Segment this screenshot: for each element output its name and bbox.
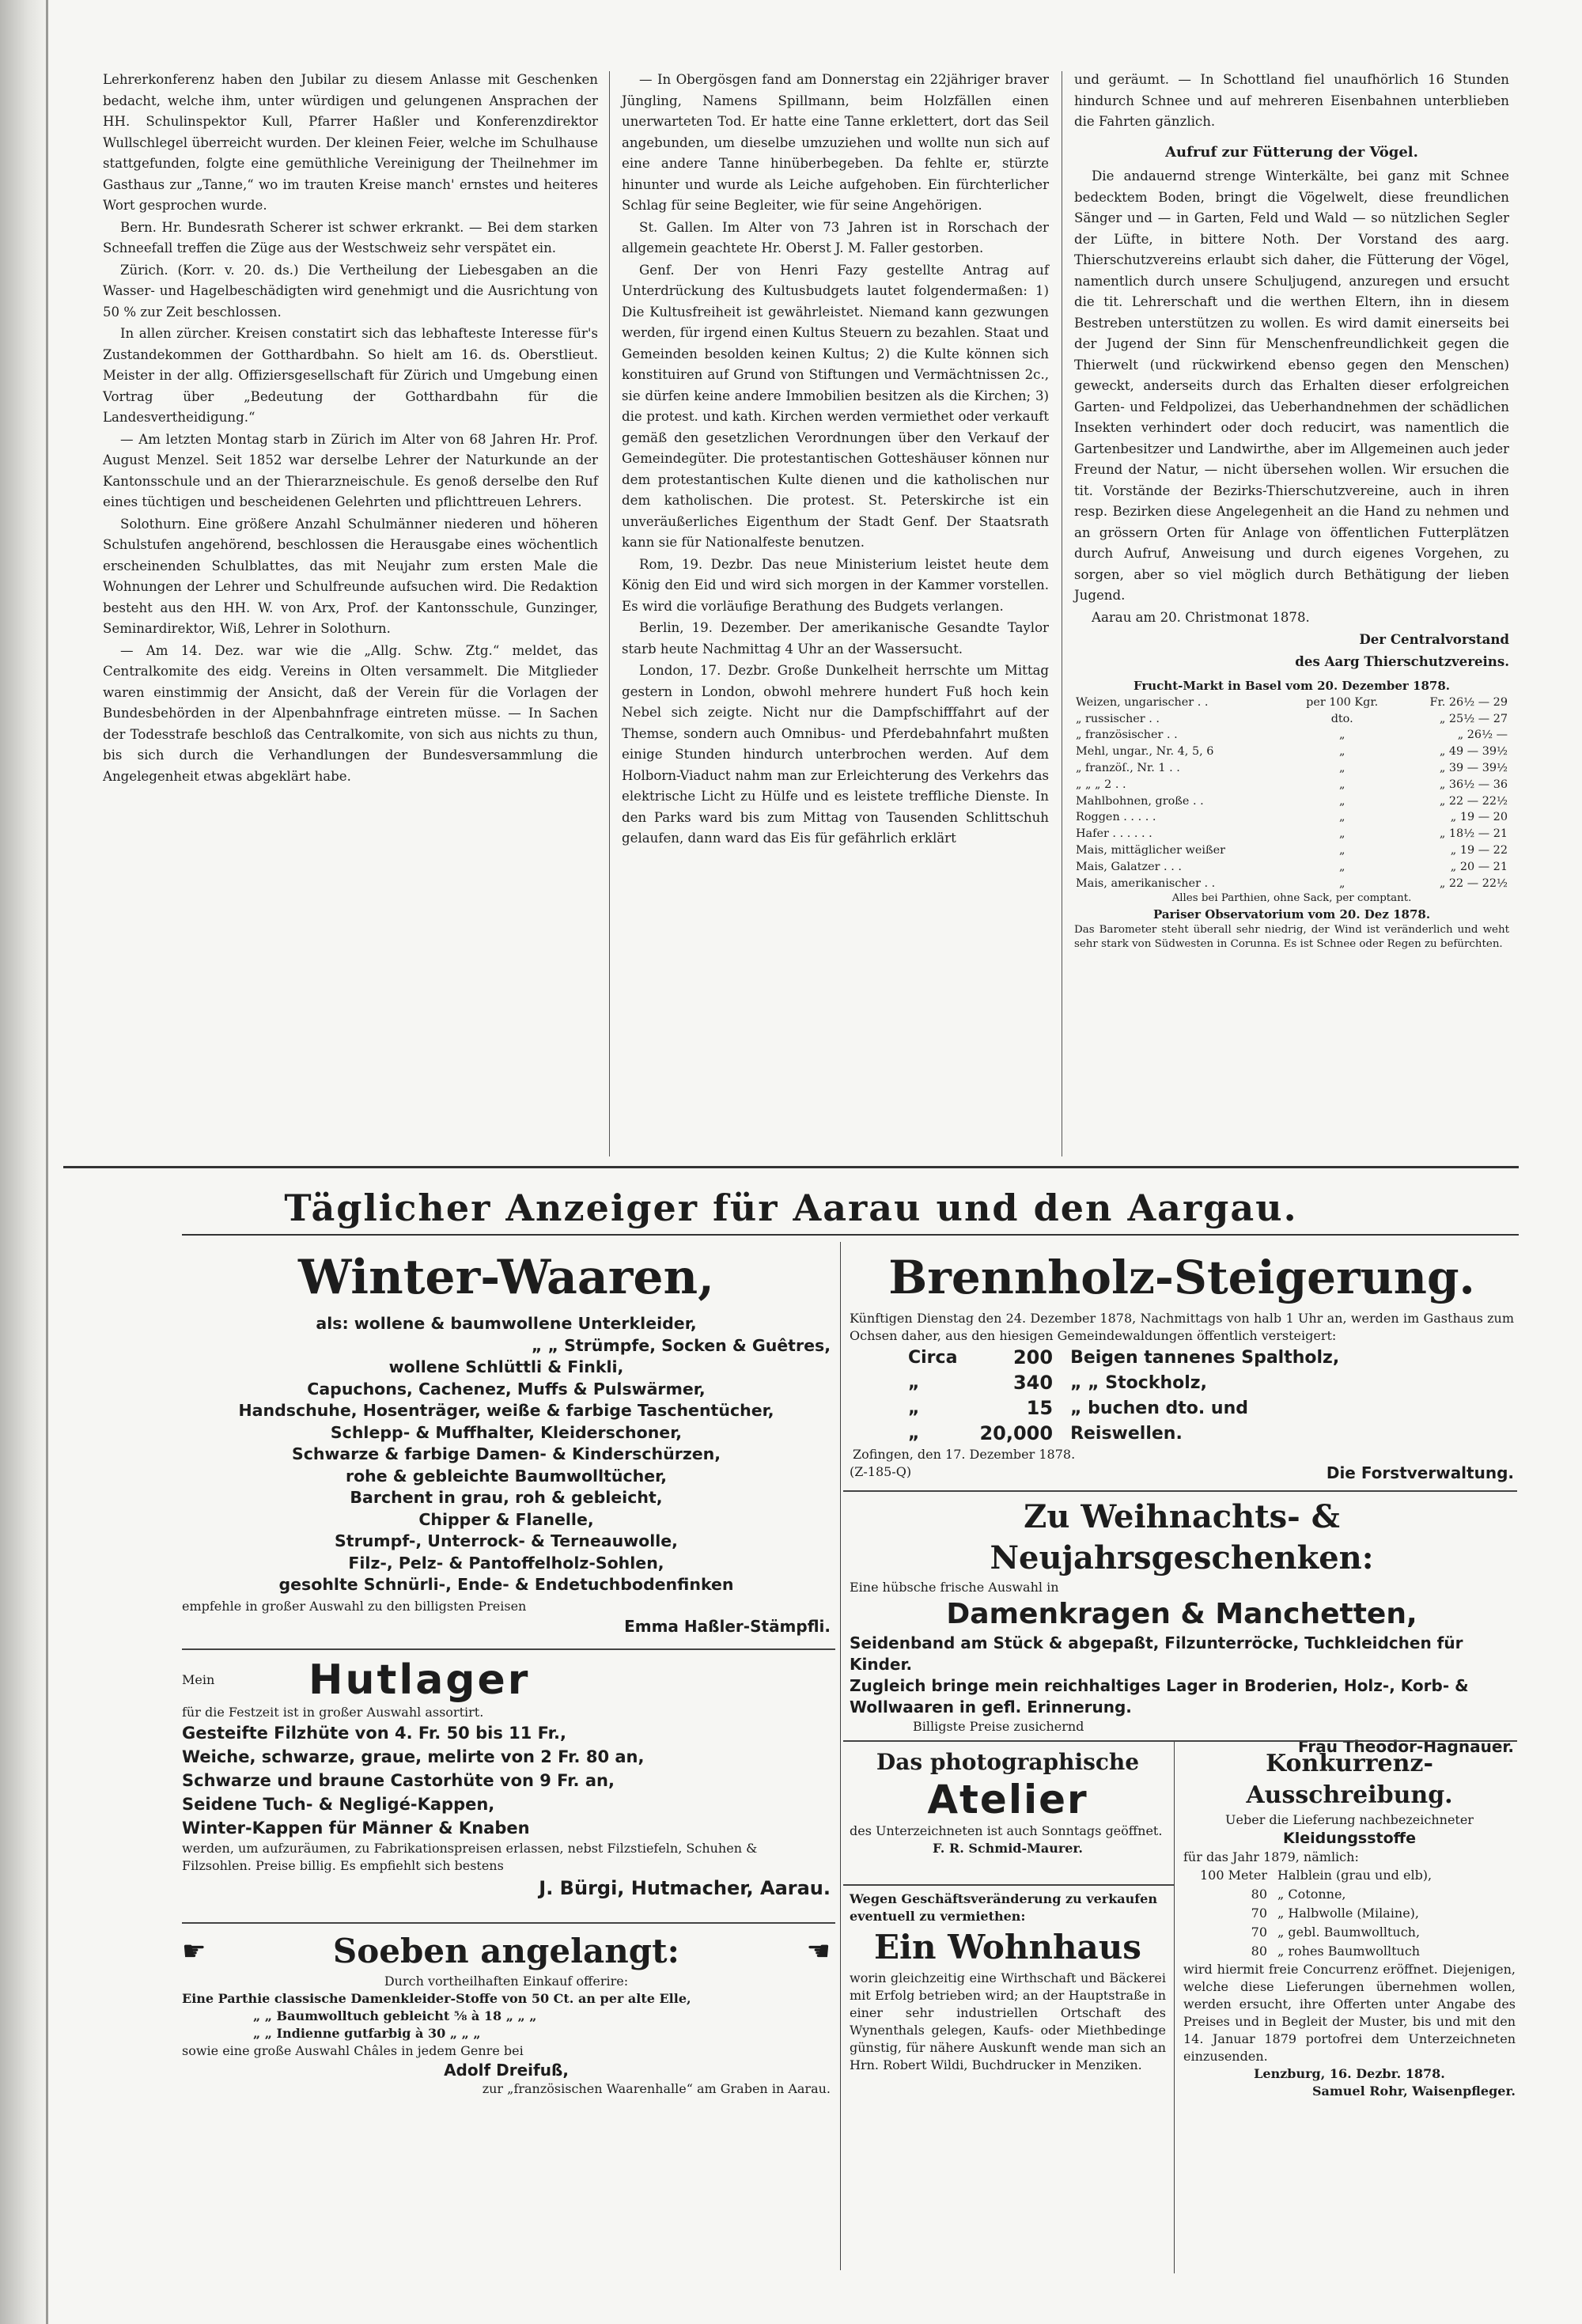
ad-intro: Künftigen Dienstag den 24. Dezember 1878, Nachmittags von halb 1 Uhr an, werden im Gasthaus zum Ochsen daher, aus den hiesigen Gemeindewaldungen öffentlich versteigert: xyxy=(850,1311,1514,1343)
grain-row-cell: Mahlbohnen, große . . xyxy=(1076,794,1204,808)
ad-winter-waaren xyxy=(182,1250,831,1637)
ad-column-divider xyxy=(1174,1742,1175,2273)
grain-row-cell: „ xyxy=(1338,761,1345,774)
grain-row-cell: „ xyxy=(1338,860,1345,873)
wood-row-cell: „ xyxy=(908,1372,920,1393)
ad-hutlager xyxy=(182,1656,831,1902)
ad-sub: Eine hübsche frische Auswahl in xyxy=(850,1580,1059,1595)
fabric-table xyxy=(1199,1866,1433,1961)
ad-intro: Ueber die Lieferung nachbezeichneter xyxy=(1225,1812,1474,1827)
ad-line: Schlepp- & Muffhalter, Kleiderschoner, xyxy=(330,1422,683,1442)
ad-signature: Die Forstverwaltung. xyxy=(1326,1463,1514,1482)
grain-row-cell: Mais, mittäglicher weißer xyxy=(1076,843,1226,857)
wood-row-cell: „ „ Stockholz, xyxy=(1070,1372,1207,1393)
masthead-rule xyxy=(182,1234,1519,1236)
fabric-row-cell: 70 xyxy=(1251,1925,1268,1940)
article-paragraph: und geräumt. — In Schottland fiel unaufhörlich 16 Stunden hindurch Schnee und auf mehreren Eisenbahnen unterblieben die Fahrten gänzlich. xyxy=(1074,72,1509,129)
article-paragraph: — Am letzten Montag starb in Zürich im Alter von 68 Jahren Hr. Prof. August Menzel. Seit 1852 war derselbe Lehrer der Naturkunde an der Kantonsschule und an der Thierarzneischule. Es genoß derselbe den Ruf eines tüchtigen und bescheidenen Gelehrten und pflichttreuen Lehrers. xyxy=(103,431,598,509)
grain-row-cell: „ 19 — 20 xyxy=(1450,811,1508,824)
ad-signature: J. Bürgi, Hutmacher, Aarau. xyxy=(539,1877,831,1899)
ad-signature: F. R. Schmid-Maurer. xyxy=(933,1841,1083,1856)
appeal-signature-2: des Aarg Thierschutzvereins. xyxy=(1295,653,1509,669)
article-paragraph: Rom, 19. Dezbr. Das neue Ministerium leistet heute dem König den Eid und wird sich morgen in der Kammer vorstellen. Es wird die vorläufige Berathung des Budgets verlangen. xyxy=(622,556,1049,614)
ad-line: „ „ Baumwolltuch gebleicht ⅝ à 18 „ „ „ xyxy=(253,2008,537,2023)
article-paragraph: London, 17. Dezbr. Große Dunkelheit herrschte um Mittag gestern in London, obwohl mehrere hundert Fuß hoch kein Nebel sich zeigte. Nicht nur die Dampfschifffahrt auf der Themse, sondern auch Omnibus- und Pferdebahnfahrt mußten einige Stunden hindurch unterbrochen werden. Auf dem Holborn-Viaduct nahm man zur Erleichterung des Verkehrs das elektrische Licht zu Hülfe und es leistete treffliche Dienste. In den Parks ward bis zum Mittag von Tausenden Schlittschuh gelaufen, dann ward das Eis für gefährlich erklärt xyxy=(622,663,1049,846)
ad-line: Schwarze und braune Castorhüte von 9 Fr. an, xyxy=(182,1771,615,1790)
grain-market xyxy=(1074,678,1509,952)
fabric-row xyxy=(1199,1866,1433,1885)
ad-divider xyxy=(843,1740,1517,1742)
grain-row xyxy=(1074,793,1509,810)
grain-row xyxy=(1074,744,1509,760)
ad-weihnacht xyxy=(850,1497,1514,1758)
ad-line: Handschuhe, Hosenträger, weiße & farbige Taschentücher, xyxy=(238,1401,774,1420)
article-paragraph: Solothurn. Eine größere Anzahl Schulmänner niederen und höheren Schulstufen angehörend, beschlossen die Herausgabe eines wöchentlich erscheinenden Schulblattes, das mit Neujahr zum ersten Male die Wohnungen der Lehrer und Schulfreunde aufsuchen wird. Die Redaktion besteht aus den HH. W. von Arx, Prof. der Kantonsschule, Gunzinger, Seminardirektor, Wiß, Lehrer in Solothurn. xyxy=(103,516,598,636)
ad-item: Kleidungsstoffe xyxy=(1283,1830,1416,1847)
article-paragraph: — In Obergösgen fand am Donnerstag ein 22jähriger braver Jüngling, Namens Spillmann, beim Holzfällen einen unerwarteten Tod. Er hatte eine Tanne erklettert, dort das Seil angebunden, um dieselbe umzuziehen und wollte nun sich auf eine andere Tanne hinüberbegeben. Da fehlte er, stürzte hinunter und wurde als Leiche aufgehoben. Ein fürchterlicher Schlag für seine Begleiter, wie für seine Angehörigen. xyxy=(622,72,1049,213)
grain-row-cell: Weizen, ungarischer . . xyxy=(1076,695,1209,709)
grain-row xyxy=(1074,842,1509,859)
ad-line: Zugleich bringe mein reichhaltiges Lager in Broderien, Holz-, Korb- & Wollwaaren in gefl. Erinnerung. xyxy=(850,1676,1469,1717)
wood-table xyxy=(897,1345,1345,1446)
grain-row xyxy=(1074,727,1509,744)
grain-market-title: Frucht-Markt in Basel vom 20. Dezember 1878. xyxy=(1133,679,1451,693)
ad-line: Seidene Tuch- & Negligé-Kappen, xyxy=(182,1795,495,1814)
news-column-1 xyxy=(103,70,598,788)
ad-title: Soeben angelangt: xyxy=(332,1932,680,1970)
binding-spine xyxy=(0,0,47,2324)
ad-text: worin gleichzeitig eine Wirthschaft und Bäckerei mit Erfolg betrieben wird; an der Hauptstraße in einer sehr industriellen Ortschaft des Wynenthals gelegen, Kaufs- oder Miethbedinge günstig, für nähere Auskunft wende man sich an Hrn. Robert Wildi, Buchdrucker in Menziken. xyxy=(850,1970,1166,2072)
ad-pre: Wegen Geschäftsveränderung zu verkaufen eventuell zu vermiethen: xyxy=(850,1891,1157,1924)
appeal-text: Die andauernd strenge Winterkälte, bei ganz mit Schnee bedecktem Boden, bringt die Vögelwelt, diese freundlichen Sänger und — in Garten, Feld und Wald — so nützlichen Segler der Lüfte, in bittere Noth. Der Vorstand des aarg. Thierschutzvereins erlaubt sich daher, die Fütterung der Vögel, namentlich durch unsere Schuljugend, anzuregen und ersucht die tit. Lehrerschaft und die werthen Eltern, ihn in diesem Bestreben unterstützen zu wollen. Es wird damit einerseits bei der Jugend der Sinn für Menschenfreundlichkeit gegen die Thierwelt (und rückwirkend ebenso gegen den Menschen) geweckt, anderseits durch das Erhalten dieser erfolgreichen Garten- und Feldpolizei, das Ueberhandnehmen der schädlichen Insekten verhindert oder doch reducirt, was namentlich die Gartenbesitzer und Landwirthe, aber im Allgemeinen auch jeder Freund der Natur, — nicht übersehen wollen. Wir ersuchen die tit. Vorstände der Bezirks-Thierschutzvereine, auch in ihren resp. Bezirken diese Angelegenheit an die Hand zu nehmen und an grössern Orten für Anlage von öffentlichen Futterplätzen durch Aufruf, Anweisung und durch eigenes Vorgehen, zu sorgen, aber so viel möglich durch Bethätigung der lieben Jugend. xyxy=(1074,168,1509,603)
ad-year: für das Jahr 1879, nämlich: xyxy=(1183,1849,1359,1864)
grain-row xyxy=(1074,760,1509,777)
ad-text: des Unterzeichneten ist auch Sonntags geöffnet. xyxy=(850,1823,1163,1838)
ad-wohnhaus xyxy=(850,1891,1166,2074)
article-paragraph: — Am 14. Dez. war wie die „Allg. Schw. Ztg.“ meldet, das Centralkomite des eidg. Vereins in Olten versammelt. Die Mitglieder waren einstimmig der Ansicht, daß der Verein für die Vorlagen der Bundesbehörden in der Alpenbahnfrage eintreten müsse. — In Sachen der Todesstrafe beschloß das Centralkomite, von sich aus nichts zu thun, bis sich durch die Verhandlungen der Bundesversammlung die Angelegenheit etwas abgeklärt habe. xyxy=(103,642,598,784)
ad-line: Capuchons, Cachenez, Muffs & Pulswärmer, xyxy=(307,1379,706,1399)
grain-row-cell: „ 20 — 21 xyxy=(1450,860,1508,873)
grain-row-cell: Roggen . . . . . xyxy=(1076,811,1156,824)
ad-brennholz xyxy=(850,1250,1514,1482)
section-divider xyxy=(63,1166,1519,1168)
ad-line: wollene Schlüttli & Finkli, xyxy=(388,1357,624,1376)
ad-line: Weiche, schwarze, graue, melirte von 2 Fr. 80 an, xyxy=(182,1747,645,1766)
grain-row-cell: „ franzöſ., Nr. 1 . . xyxy=(1076,761,1180,774)
fabric-row-cell: 80 xyxy=(1251,1944,1268,1959)
ad-line: „ „ Indienne gutfarbig à 30 „ „ „ xyxy=(253,2026,481,2041)
wood-row-cell: „ buchen dto. und xyxy=(1070,1398,1249,1418)
appeal-date: Aarau am 20. Christmonat 1878. xyxy=(1092,609,1310,625)
grain-row xyxy=(1074,695,1509,711)
ad-pre: Das photographische xyxy=(876,1749,1140,1775)
grain-row-cell: „ 36½ — 36 xyxy=(1439,778,1508,791)
fabric-row-cell: Halblein (grau und elb), xyxy=(1277,1868,1433,1883)
ad-signature: Frau Theodor-Hagnauer. xyxy=(1297,1737,1514,1756)
wood-row-cell: Circa xyxy=(908,1347,958,1368)
article-paragraph: St. Gallen. Im Alter von 73 Jahren ist in Rorschach der allgemein geachtete Hr. Oberst J. M. Faller gestorben. xyxy=(622,219,1049,255)
news-column-2 xyxy=(622,70,1049,850)
grain-row-cell: „ russischer . . xyxy=(1076,712,1160,725)
ad-title: Winter-Waaren, xyxy=(297,1250,715,1305)
grain-row-cell: „ xyxy=(1338,827,1345,841)
ad-date: Zofingen, den 17. Dezember 1878. xyxy=(853,1447,1076,1462)
wood-row-cell: 340 xyxy=(1012,1372,1054,1394)
ad-soeben-angelangt xyxy=(182,1930,831,2098)
article-paragraph: Berlin, 19. Dezember. Der amerikanische Gesandte Taylor starb heute Nachmittag 4 Uhr an der Wassersucht. xyxy=(622,620,1049,657)
ad-signature: Adolf Dreifuß, xyxy=(444,2061,569,2080)
grain-row xyxy=(1074,711,1509,728)
ad-title: Brennholz-Steigerung. xyxy=(888,1251,1475,1304)
grain-row-cell: „ xyxy=(1338,876,1345,890)
wood-row xyxy=(897,1345,1345,1370)
ad-title: Ein Wohnhaus xyxy=(874,1928,1141,1966)
grain-row-cell: dto. xyxy=(1330,712,1353,725)
observatory-title: Pariser Observatorium vom 20. Dez 1878. xyxy=(1152,907,1431,922)
grain-row-cell: „ xyxy=(1338,794,1345,808)
fabric-row-cell: 70 xyxy=(1251,1906,1268,1921)
fabric-row xyxy=(1199,1923,1433,1942)
article-paragraph: Bern. Hr. Bundesrath Scherer ist schwer erkrankt. — Bei dem starken Schneefall treffen die Züge aus der Westschweiz sehr verspätet ein. xyxy=(103,219,598,255)
ad-line: werden, um aufzuräumen, zu Fabrikationspreisen erlassen, nebst Filzstiefeln, Schuhen & Filzsohlen. Preise billig. Es empfiehlt sich bestens xyxy=(182,1841,758,1873)
wood-row-cell: Beigen tannenes Spaltholz, xyxy=(1070,1347,1340,1368)
grain-note: Alles bei Parthien, ohne Sack, per comptant. xyxy=(1171,892,1412,905)
wood-row-cell: 200 xyxy=(1012,1346,1054,1368)
grain-row-cell: „ 22 — 22½ xyxy=(1439,876,1508,890)
ad-date: Lenzburg, 16. Dezbr. 1878. xyxy=(1254,2066,1445,2081)
wood-row xyxy=(897,1421,1345,1446)
pointing-hand-left-icon: ☚ xyxy=(806,1936,831,1967)
grain-row-cell: „ 22 — 22½ xyxy=(1439,794,1508,808)
ad-line: rohe & gebleichte Baumwolltücher, xyxy=(345,1466,668,1486)
ad-line: Eine Parthie classische Damenkleider-Stoffe von 50 Ct. an per alte Elle, xyxy=(182,1991,691,2006)
fabric-row-cell: „ rohes Baumwolltuch xyxy=(1277,1944,1421,1959)
appeal-signature-1: Der Centralvorstand xyxy=(1359,631,1509,647)
ad-title: Atelier xyxy=(927,1777,1088,1822)
ad-divider xyxy=(843,1490,1517,1492)
ad-line: Seidenband am Stück & abgepaßt, Filzunterröcke, Tuchkleidchen für Kinder. xyxy=(850,1633,1463,1674)
article-paragraph: Genf. Der von Henri Fazy gestellte Antrag auf Unterdrückung des Kultusbudgets lautet folgendermaßen: 1) Die Kultusfreiheit ist gewährleistet. Niemand kann gezwungen werden, für irgend einen Kultus Steuern zu bezahlen. Staat und Gemeinden besolden keinen Kultus; 2) die Kulte können sich konstituiren auf Grund von Stiftungen und Vermächtnissen 2c., sie dürfen keine andere Immobilien besitzen als die Kirchen; 3) die protest. und kath. Kirchen werden vermiethet oder verkauft gemäß den gesetzlichen Verordnungen über den Verkauf der Gemeindegüter. Die protestantischen Gotteshäuser können nur dem protestantischen Kulte dienen und die katholischen nur dem katholischen. Die protest. St. Peterskirche ist ein unveräußerliches Eigenthum der Stadt Genf. Der Staatsrath kann sie für Nationalfeste benutzen. xyxy=(622,262,1049,550)
ad-line: Schwarze & farbige Damen- & Kinderschürzen, xyxy=(291,1444,721,1463)
grain-row-cell: Fr. 26½ — 29 xyxy=(1429,695,1508,709)
grain-row-cell: „ xyxy=(1338,778,1345,791)
grain-row-cell: „ französischer . . xyxy=(1076,729,1178,742)
grain-price-table xyxy=(1074,695,1509,892)
grain-row-cell: „ xyxy=(1338,745,1345,759)
ad-line: Chipper & Flanelle, xyxy=(418,1509,594,1529)
wood-row-cell: Reiswellen. xyxy=(1070,1423,1183,1444)
advertiser-masthead: Täglicher Anzeiger für Aarau und den Aargau. xyxy=(284,1187,1298,1229)
ad-line: Strumpf-, Unterrock- & Terneauwolle, xyxy=(335,1531,678,1550)
grain-row-cell: „ 26½ — xyxy=(1457,729,1508,742)
ad-headline: Damenkragen & Manchetten, xyxy=(946,1598,1417,1630)
grain-row-cell: Hafer . . . . . . xyxy=(1076,827,1152,841)
fabric-row-cell: „ gebl. Baumwolltuch, xyxy=(1277,1925,1421,1940)
grain-row-cell: „ „ „ 2 . . xyxy=(1076,778,1126,791)
fabric-row xyxy=(1199,1904,1433,1923)
wood-row xyxy=(897,1370,1345,1395)
ad-pre: Mein xyxy=(182,1672,215,1687)
news-column-3 xyxy=(1074,70,1509,952)
grain-row xyxy=(1074,777,1509,793)
grain-row-cell: „ 49 — 39½ xyxy=(1439,745,1508,759)
ad-line: Durch vortheilhaften Einkauf offerire: xyxy=(384,1974,629,1989)
fabric-row xyxy=(1199,1942,1433,1961)
binding-edge xyxy=(46,0,48,2324)
grain-row-cell: „ 39 — 39½ xyxy=(1439,761,1508,774)
wood-row-cell: „ xyxy=(908,1423,920,1444)
ad-note: Billigste Preise zusichernd xyxy=(913,1719,1084,1734)
observatory-text: Das Barometer steht überall sehr niedrig, der Wind ist veränderlich und weht sehr stark von Südwesten in Corunna. Es ist Schnee oder Regen zu befürchten. xyxy=(1074,923,1509,951)
ad-line: Winter-Kappen für Männer & Knaben xyxy=(182,1819,530,1838)
grain-row-cell: Mais, Galatzer . . . xyxy=(1076,860,1182,873)
wood-row-cell: 15 xyxy=(1026,1397,1054,1419)
ad-line: Filz-, Pelz- & Pantoffelholz-Sohlen, xyxy=(348,1553,664,1573)
ad-line: gesohlte Schnürli-, Ende- & Endetuchbodenfinken xyxy=(278,1575,734,1594)
grain-row xyxy=(1074,859,1509,876)
fabric-row xyxy=(1199,1885,1433,1904)
ad-signature: Samuel Rohr, Waisenpfleger. xyxy=(1311,2084,1516,2099)
fabric-row-cell: 80 xyxy=(1251,1887,1268,1902)
ad-lines xyxy=(182,1313,831,1596)
grain-row-cell: Mehl, ungar., Nr. 4, 5, 6 xyxy=(1076,745,1214,759)
grain-row-cell: „ 25½ — 27 xyxy=(1439,712,1508,725)
ad-divider xyxy=(843,1884,1174,1886)
ad-atelier xyxy=(850,1748,1166,1857)
ad-code: (Z-185-Q) xyxy=(850,1464,912,1479)
ad-line: Barchent in grau, roh & gebleicht, xyxy=(350,1488,663,1507)
ad-signature: Emma Haßler-Stämpfli. xyxy=(624,1616,831,1636)
article-paragraph: Zürich. (Korr. v. 20. ds.) Die Vertheilung der Liebesgaben an die Wasser- und Hagelbeschädigten wird genehmigt und die Ausrichtung von 50 % zur Zeit beschlossen. xyxy=(103,262,598,320)
grain-row-cell: „ xyxy=(1338,843,1345,857)
article-paragraph: In allen zürcher. Kreisen constatirt sich das lebhafteste Interesse für's Zustandekommen der Gotthardbahn. So hielt am 16. ds. Oberstlieut. Meister in der allg. Offiziersgesellschaft für Zürich und Umgebung einen Vortrag über „Bedeutung der Gotthardbahn für die Landesvertheidigung.“ xyxy=(103,326,598,425)
grain-row-cell: per 100 Kgr. xyxy=(1306,695,1379,709)
pointing-hand-right-icon: ☛ xyxy=(182,1936,206,1967)
fabric-row-cell: „ Halbwolle (Milaine), xyxy=(1277,1906,1419,1921)
ad-line: für die Festzeit ist in großer Auswahl assortirt. xyxy=(182,1705,484,1720)
wood-row-cell: 20,000 xyxy=(979,1422,1054,1444)
grain-row-cell: „ 19 — 22 xyxy=(1450,843,1508,857)
grain-row xyxy=(1074,809,1509,826)
appeal-title: Aufruf zur Fütterung der Vögel. xyxy=(1165,143,1418,161)
ad-line: sowie eine große Auswahl Châles in jedem Genre bei xyxy=(182,2043,524,2058)
ad-line: zur „französischen Waarenhalle“ am Graben in Aarau. xyxy=(482,2081,831,2096)
grain-row-cell: „ xyxy=(1338,811,1345,824)
column-divider xyxy=(609,71,610,1156)
ad-line: Gesteifte Filzhüte von 4. Fr. 50 bis 11 Fr., xyxy=(182,1724,567,1743)
ad-divider xyxy=(182,1922,835,1924)
ad-title: Hutlager xyxy=(308,1656,531,1704)
fabric-row-cell: „ Cotonne, xyxy=(1277,1887,1346,1902)
grain-row xyxy=(1074,876,1509,892)
grain-row-cell: „ xyxy=(1338,729,1345,742)
ad-divider xyxy=(182,1648,835,1650)
ad-title: Konkurrenz-Ausschreibung. xyxy=(1246,1750,1453,1809)
ad-title: Zu Weihnachts- & Neujahrsgeschenken: xyxy=(990,1498,1374,1576)
ad-text: wird hiermit freie Concurrenz eröffnet. Diejenigen, welche diese Lieferungen übernehmen wollen, werden ersucht, ihre Offerten unter Angabe des Preises und in Begleit der Muster, bis und mit den 14. Januar 1879 portofrei dem Unterzeichneten einzusenden. xyxy=(1183,1962,1516,2064)
grain-row xyxy=(1074,826,1509,842)
article-paragraph: Lehrerkonferenz haben den Jubilar zu diesem Anlasse mit Geschenken bedacht, welche ihm, unter würdigen und gelungenen Ansprachen der HH. Schulinspektor Kull, Pfarrer Haßler und Konferenzdirektor Wullschlegel überreicht wurden. Der kleinen Feier, welche im Schulhause stattgefunden, folgte eine gemüthliche Vereinigung der Theilnehmer im Gasthaus zur „Tanne,“ wo im trauten Kreise manch' ernstes und heiteres Wort gesprochen wurde. xyxy=(103,72,598,213)
wood-row-cell: „ xyxy=(908,1398,920,1418)
grain-row-cell: Mais, amerikanischer . . xyxy=(1076,876,1216,890)
ad-footer: empfehle in großer Auswahl zu den billigsten Preisen xyxy=(182,1598,527,1614)
ad-line: „ „ Strümpfe, Socken & Guêtres, xyxy=(531,1335,831,1355)
fabric-row-cell: 100 Meter xyxy=(1200,1868,1268,1883)
wood-row xyxy=(897,1395,1345,1421)
ad-konkurrenz xyxy=(1183,1748,1516,2100)
ad-line: als: wollene & baumwollene Unterkleider, xyxy=(316,1314,697,1333)
ad-column-divider xyxy=(840,1242,841,2270)
grain-row-cell: „ 18½ — 21 xyxy=(1439,827,1508,841)
